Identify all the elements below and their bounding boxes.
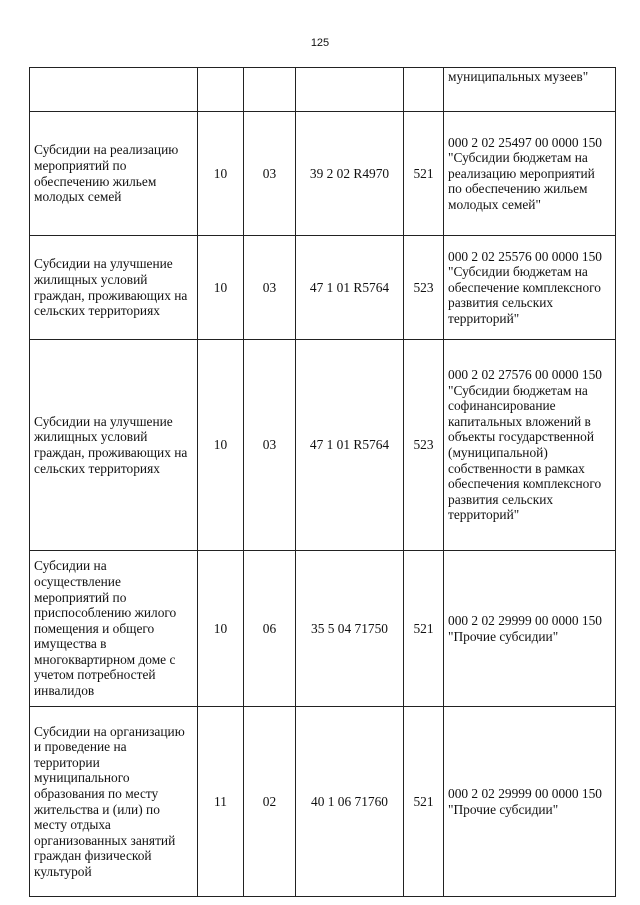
cell-income-code: 000 2 02 25576 00 0000 150 "Субсидии бюджетам на обеспечение комплексного развития сельских территорий" xyxy=(444,236,616,340)
cell-expense-type: 523 xyxy=(404,236,444,340)
table-row xyxy=(30,707,616,897)
table-row xyxy=(30,68,616,112)
table-row xyxy=(30,551,616,707)
cell-name: Субсидии на организацию и проведение на территории муниципального образования по месту жительства и (или) по месту отдыха организованных занятий граждан физической культурой xyxy=(30,707,198,897)
cell-section: 10 xyxy=(198,551,244,707)
cell-subsection: 03 xyxy=(244,112,296,236)
cell-income-code: 000 2 02 27576 00 0000 150 "Субсидии бюджетам на софинансирование капитальных вложений в объекты государственной (муниципальной) собственности в рамках обеспечения комплексного развития сельских территорий" xyxy=(444,340,616,551)
cell-section xyxy=(198,68,244,112)
cell-section: 10 xyxy=(198,236,244,340)
cell-subsection: 03 xyxy=(244,340,296,551)
cell-subsection xyxy=(244,68,296,112)
cell-expense-type: 523 xyxy=(404,340,444,551)
cell-expense-type: 521 xyxy=(404,551,444,707)
cell-income-code: 000 2 02 25497 00 0000 150 "Субсидии бюджетам на реализацию мероприятий по обеспечению жильем молодых семей" xyxy=(444,112,616,236)
cell-subsection: 06 xyxy=(244,551,296,707)
cell-name xyxy=(30,68,198,112)
cell-section: 11 xyxy=(198,707,244,897)
cell-target-code: 39 2 02 R4970 xyxy=(296,112,404,236)
cell-target-code: 35 5 04 71750 xyxy=(296,551,404,707)
cell-section: 10 xyxy=(198,112,244,236)
cell-name: Субсидии на улучшение жилищных условий граждан, проживающих на сельских территориях xyxy=(30,236,198,340)
cell-income-code: муниципальных музеев" xyxy=(444,68,616,112)
cell-subsection: 03 xyxy=(244,236,296,340)
cell-name: Субсидии на осуществление мероприятий по приспособлению жилого помещения и общего имущества в многоквартирном доме с учетом потребностей инвалидов xyxy=(30,551,198,707)
cell-section: 10 xyxy=(198,340,244,551)
cell-subsection: 02 xyxy=(244,707,296,897)
table-row xyxy=(30,112,616,236)
cell-target-code xyxy=(296,68,404,112)
budget-table xyxy=(29,67,616,897)
cell-expense-type xyxy=(404,68,444,112)
table-row xyxy=(30,340,616,551)
cell-target-code: 47 1 01 R5764 xyxy=(296,236,404,340)
cell-expense-type: 521 xyxy=(404,707,444,897)
cell-target-code: 47 1 01 R5764 xyxy=(296,340,404,551)
cell-expense-type: 521 xyxy=(404,112,444,236)
cell-name: Субсидии на реализацию мероприятий по обеспечению жильем молодых семей xyxy=(30,112,198,236)
page-number: 125 xyxy=(310,37,330,49)
cell-income-code: 000 2 02 29999 00 0000 150 "Прочие субсидии" xyxy=(444,551,616,707)
cell-target-code: 40 1 06 71760 xyxy=(296,707,404,897)
cell-name: Субсидии на улучшение жилищных условий граждан, проживающих на сельских территориях xyxy=(30,340,198,551)
cell-income-code: 000 2 02 29999 00 0000 150 "Прочие субсидии" xyxy=(444,707,616,897)
table-row xyxy=(30,236,616,340)
